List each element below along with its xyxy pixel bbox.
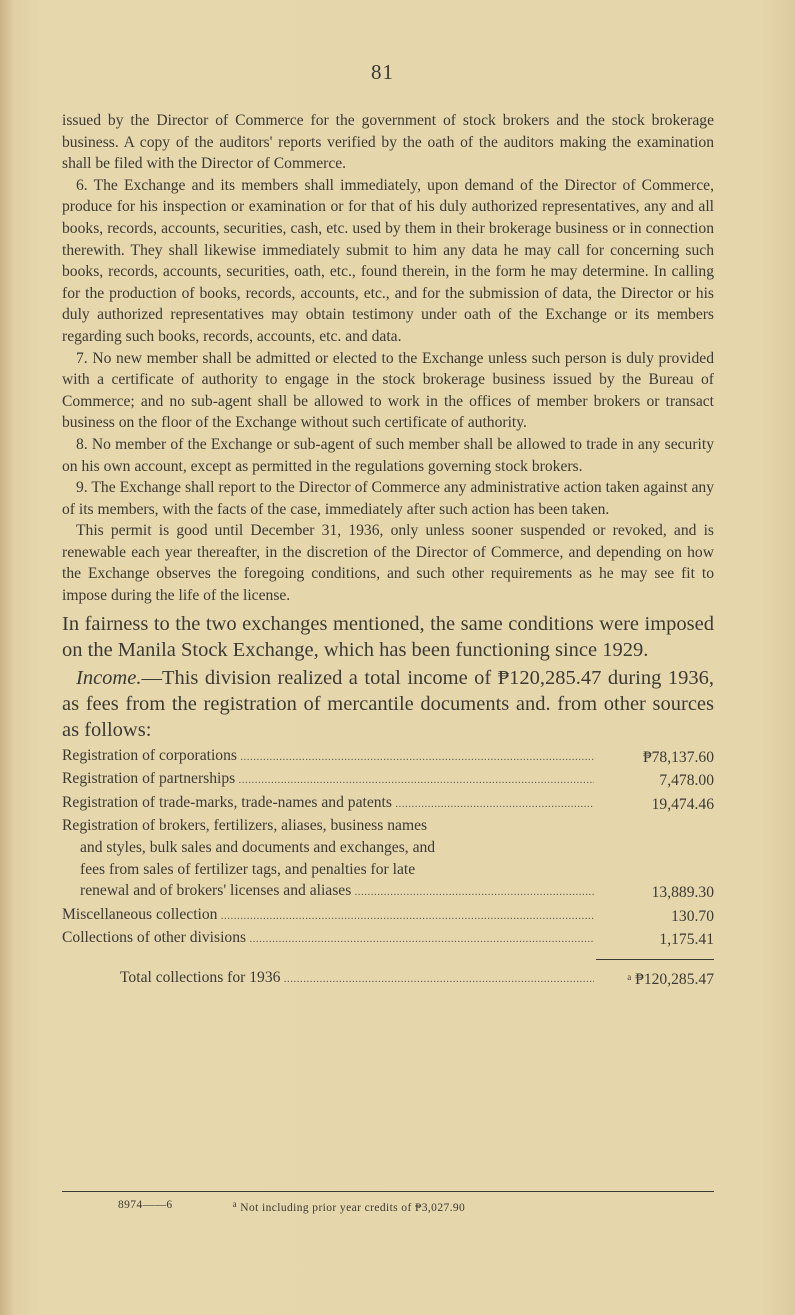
paragraph-continuation: issued by the Director of Commerce for the government of stock brokers and the stock brokerage business. A copy of the auditors' reports verified by the oath of the auditors making the examination shall be filed with the Director of Commerce. <box>62 112 714 173</box>
paragraph-permit: This permit is good until December 31, 1936, only unless sooner suspended or revoked, and is renewable each year thereafter, in the discretion of the Director of Commerce, and depending on how the Exchange observes the foregoing conditions, and such other requirements as he may see fit to impose during the life of the license. <box>62 522 714 605</box>
total-rule <box>596 959 714 960</box>
paragraph-condition-7: 7. No new member shall be admitted or elected to the Exchange unless such person is duly provided with a certificate of authority to engage in the stock brokerage business issued by the Bureau of Commerce; and no sub-agent shall be allowed to work in the offices of member brokers or transact business on the floor of the Exchange without such certificate of authority. <box>62 349 714 432</box>
table-row <box>62 815 714 903</box>
entry-label: Registration of trade-marks, trade-names and patents ..... <box>62 792 594 816</box>
entry-amount: 13,889.30 <box>651 884 714 902</box>
print-code: 8974——6 <box>118 1199 173 1211</box>
entry-label: Registration of brokers, fertilizers, aliases, business names and styles, bulk sales and documents and exchanges, and fees from sales of fertilizer tags, and penalties for late renewal and of brokers' licenses and aliases ..... <box>62 815 594 903</box>
footer-rule <box>62 1191 714 1192</box>
table-row <box>62 792 714 816</box>
income-text: This division realized a total income of ₱120,285.47 during 1936, as fees from the registration of mercantile documents and. from other sources as follows: <box>62 666 714 741</box>
paragraph-income <box>62 665 714 743</box>
footnote: $^a$ Not including prior year credits of ₱3,027.90 <box>232 1199 466 1214</box>
table-row <box>62 927 714 951</box>
income-heading: Income. <box>76 666 142 689</box>
entry-label: Registration of corporations ..... <box>62 745 594 769</box>
entry-label: Registration of partnerships ..... <box>62 768 594 792</box>
paragraph-fairness: In fairness to the two exchanges mentioned, the same conditions were imposed on the Manila Stock Exchange, which has been functioning since 1929. <box>62 612 714 661</box>
body-text <box>62 110 714 991</box>
entry-label: Collections of other divisions ..... <box>62 927 594 951</box>
entry-amount: 130.70 <box>671 907 714 925</box>
entry-amount: 7,478.00 <box>659 772 714 790</box>
page-number: 81 <box>371 60 394 84</box>
entry-amount: 1,175.41 <box>659 931 714 949</box>
income-dash: — <box>141 666 162 689</box>
total-row <box>62 967 714 991</box>
paragraph-condition-9: 9. The Exchange shall report to the Director of Commerce any administrative action taken against any of its members, with the facts of the case, immediately after such action has been taken. <box>62 479 714 518</box>
table-row <box>62 745 714 769</box>
entry-amount: 19,474.46 <box>651 795 714 813</box>
table-row <box>62 768 714 792</box>
table-row <box>62 904 714 928</box>
entry-amount: ₱78,137.60 <box>642 748 714 766</box>
paragraph-condition-8: 8. No member of the Exchange or sub-agent of such member shall be allowed to trade in any security on his own account, except as permitted in the regulations governing stock brokers. <box>62 435 714 475</box>
footer <box>118 1199 465 1214</box>
total-amount: $^a$ ₱120,285.47 <box>627 971 714 988</box>
income-table <box>62 745 714 991</box>
total-label: Total collections for 1936 ..... <box>62 967 594 991</box>
paragraph-condition-6: 6. The Exchange and its members shall immediately, upon demand of the Director of Commerce, produce for his inspection or examination or for that of his duly authorized representatives, any and all books, records, accounts, securities, cash, etc. used by them in their brokerage business or in connection therewith. They shall likewise immediately submit to him any data he may call for concerning such books, records, accounts, securities, oath, etc., found therein, in the form he may determine. In calling for the production of books, records, accounts, etc., and for the submission of data, the Director or his duly authorized representatives may obtain testimony under oath of the Exchange or its members regarding such books, records, accounts, etc. and data. <box>62 176 714 345</box>
entry-label: Miscellaneous collection ..... <box>62 904 594 928</box>
